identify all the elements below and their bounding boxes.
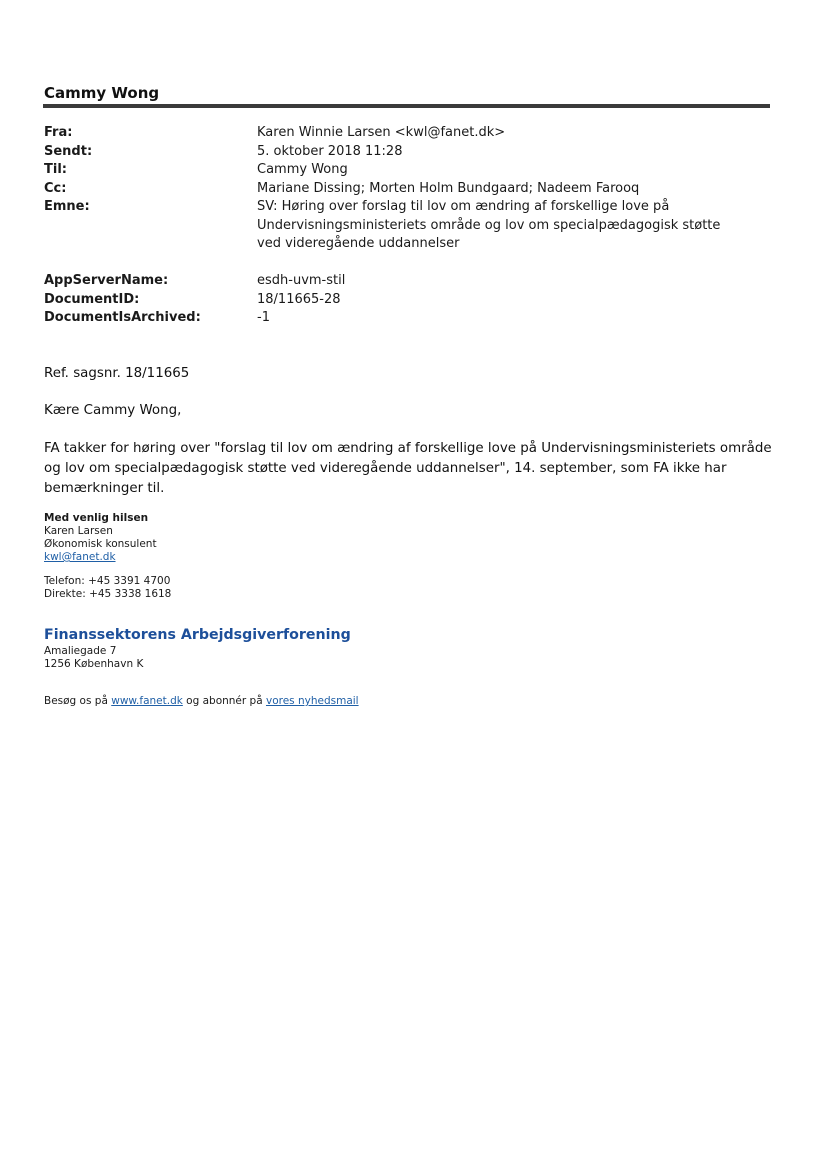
system-row bbox=[44, 309, 744, 328]
visit-line bbox=[44, 695, 444, 708]
visit-prefix: Besøg os på bbox=[44, 695, 112, 707]
signature-email-link[interactable]: kwl@fanet.dk bbox=[44, 551, 116, 563]
header-value: Cammy Wong bbox=[257, 162, 348, 177]
header-row-cc bbox=[44, 180, 744, 199]
header-row-to bbox=[44, 161, 744, 180]
system-properties bbox=[44, 272, 744, 328]
signature-name: Karen Larsen bbox=[44, 525, 113, 537]
header-row-subject bbox=[44, 198, 744, 254]
system-key: DocumentID: bbox=[44, 291, 140, 307]
system-row bbox=[44, 291, 744, 310]
website-link[interactable]: www.fanet.dk bbox=[111, 695, 183, 707]
system-value: -1 bbox=[257, 310, 270, 325]
header-row-sent bbox=[44, 143, 744, 162]
header-key: Cc: bbox=[44, 180, 67, 196]
header-value: Karen Winnie Larsen <kwl@fanet.dk> bbox=[257, 125, 506, 140]
header-value: SV: Høring over forslag til lov om ændring af forskellige love på Undervisningsministeriets område og lov om specialpædagogisk støtte ved videregående uddannelser bbox=[257, 199, 721, 251]
header-key: Sendt: bbox=[44, 143, 93, 159]
system-key: DocumentIsArchived: bbox=[44, 310, 201, 325]
header-value: Mariane Dissing; Morten Holm Bundgaard; Nadeem Farooq bbox=[257, 180, 640, 196]
signature-phones bbox=[44, 575, 444, 601]
signature-title: Økonomisk konsulent bbox=[44, 538, 157, 550]
body-paragraph: FA takker for høring over "forslag til lov om ændring af forskellige love på Undervisningsministeriets område og lov om specialpædagogisk støtte ved videregående uddannelser", 14. september, som FA ikke har bemærkninger til. bbox=[44, 441, 772, 496]
header-key: Fra: bbox=[44, 125, 73, 140]
header-rule bbox=[43, 104, 770, 108]
greeting: Kære Cammy Wong, bbox=[44, 403, 182, 418]
visit-middle: og abonnér på bbox=[182, 695, 266, 707]
email-header bbox=[44, 124, 744, 254]
header-value: 5. oktober 2018 11:28 bbox=[257, 143, 403, 159]
owner-name: Cammy Wong bbox=[44, 84, 160, 102]
system-value: 18/11665-28 bbox=[257, 291, 341, 307]
reference-line: Ref. sagsnr. 18/11665 bbox=[44, 366, 190, 381]
signature-phone: Telefon: +45 3391 4700 bbox=[44, 575, 171, 587]
signature-closing: Med venlig hilsen bbox=[44, 512, 149, 524]
address-street: Amaliegade 7 bbox=[44, 645, 117, 657]
organization-address bbox=[44, 645, 444, 671]
signature-block bbox=[44, 512, 444, 564]
header-key: Til: bbox=[44, 162, 67, 177]
header-key: Emne: bbox=[44, 199, 90, 214]
system-value: esdh-uvm-stil bbox=[257, 273, 346, 288]
system-key: AppServerName: bbox=[44, 273, 169, 288]
organization-name: Finanssektorens Arbejdsgiverforening bbox=[44, 627, 351, 643]
newsletter-link[interactable]: vores nyhedsmail bbox=[265, 695, 359, 707]
header-row-from bbox=[44, 124, 744, 143]
address-city: 1256 København K bbox=[44, 658, 144, 670]
system-row bbox=[44, 272, 744, 291]
signature-direct: Direkte: +45 3338 1618 bbox=[44, 588, 172, 600]
